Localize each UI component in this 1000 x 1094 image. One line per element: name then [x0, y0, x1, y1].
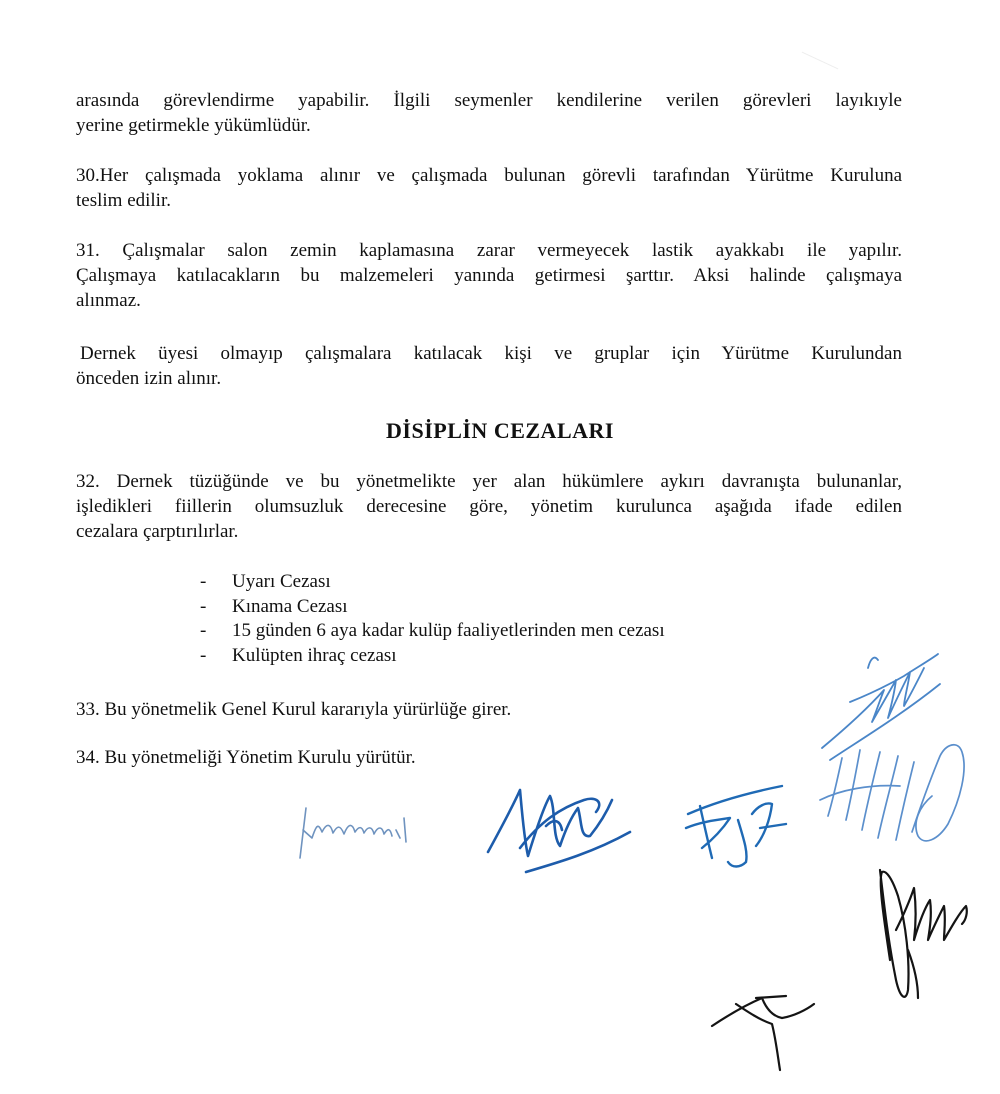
- text-line: Dernek üyesi olmayıp çalışmalara katılacak kişi ve gruplar için Yürütme Kurulundan: [80, 343, 902, 364]
- signature-1: [300, 808, 406, 858]
- text-line: 33. Bu yönetmelik Genel Kurul kararıyla yürürlüğe girer.: [76, 699, 512, 720]
- signature-3: [686, 786, 786, 867]
- signature-4: [822, 654, 940, 760]
- text-line: işledikleri fiillerin olumsuzluk derecesine göre, yönetim kurulunca aşağıda ifade edilen: [76, 496, 902, 517]
- list-bullet: -: [200, 644, 207, 666]
- list-bullet: -: [200, 620, 207, 641]
- text-line: cezalara çarptırılırlar.: [76, 521, 239, 542]
- list-bullet: -: [200, 595, 207, 617]
- text-line: 34. Bu yönetmeliği Yönetim Kurulu yürütür.: [76, 747, 416, 768]
- text-line: alınmaz.: [76, 290, 141, 311]
- signature-7: [712, 996, 814, 1070]
- signature-5: [820, 745, 964, 841]
- penalty-item: 15 günden 6 aya kadar kulüp faaliyetlerinden men cezası: [232, 620, 665, 641]
- text-line: 31. Çalışmalar salon zemin kaplamasına zarar vermeyecek lastik ayakkabı ile yapılır.: [76, 240, 902, 261]
- signature-2: [488, 790, 630, 872]
- signature-6: [880, 870, 967, 998]
- text-line: yerine getirmekle yükümlüdür.: [76, 115, 311, 136]
- text-line: arasında görevlendirme yapabilir. İlgili seymenler kendilerine verilen görevleri layıkıyle: [76, 90, 902, 111]
- list-bullet: -: [200, 571, 207, 592]
- text-line: önceden izin alınır.: [76, 368, 222, 389]
- text-line: teslim edilir.: [76, 190, 171, 211]
- penalty-item: Kınama Cezası: [232, 595, 348, 617]
- section-title: DİSİPLİN CEZALARI: [386, 418, 614, 443]
- penalty-item: Uyarı Cezası: [232, 571, 331, 592]
- text-line: Çalışmaya katılacakların bu malzemeleri yanında getirmesi şarttır. Aksi halinde çalışmaya: [76, 265, 902, 286]
- text-line: 32. Dernek tüzüğünde ve bu yönetmelikte yer alan hükümlere aykırı davranışta bulunanlar,: [76, 471, 902, 492]
- penalty-item: Kulüpten ihraç cezası: [232, 644, 397, 666]
- text-line: 30.Her çalışmada yoklama alınır ve çalışmada bulunan görevli tarafından Yürütme Kuruluna: [76, 165, 902, 186]
